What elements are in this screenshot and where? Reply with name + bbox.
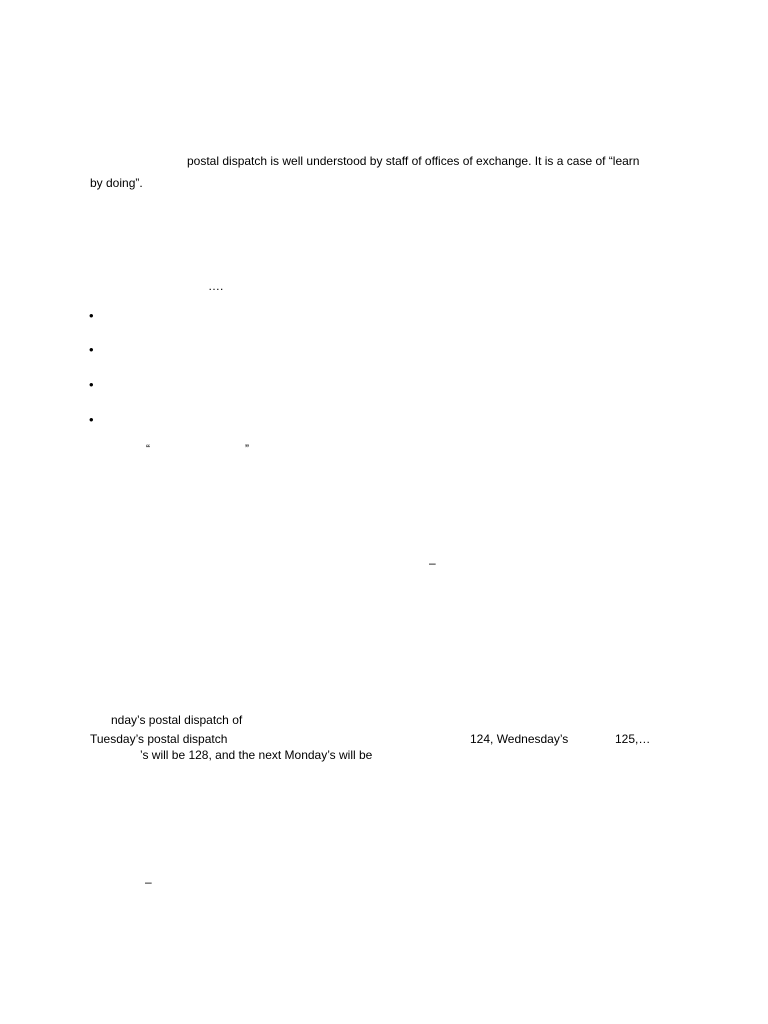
bullet-marker-3: •	[89, 377, 94, 392]
paragraph1-line2: by doing”.	[90, 176, 143, 190]
paragraph2-line2-part3: 125,…	[615, 732, 651, 746]
bullet-marker-2: •	[89, 342, 94, 357]
dash-mark-2: –	[145, 875, 152, 889]
paragraph2-line3: ’s will be 128, and the next Monday’s will be	[140, 748, 373, 762]
paragraph2-line2-part1: Tuesday’s postal dispatch	[90, 732, 228, 746]
dash-mark-1: –	[429, 556, 436, 570]
bullet-marker-1: •	[89, 308, 94, 323]
paragraph1-line1: postal dispatch is well understood by staff of offices of exchange. It is a case of “learn	[187, 154, 640, 168]
paragraph2-line2-part2: 124, Wednesday’s	[470, 732, 569, 746]
paragraph2-line1: nday’s postal dispatch of	[111, 713, 243, 727]
open-quote: “	[146, 442, 150, 456]
bullet-marker-4: •	[89, 412, 94, 427]
close-quote: ”	[245, 442, 249, 456]
ellipsis-text: ….	[208, 279, 224, 293]
